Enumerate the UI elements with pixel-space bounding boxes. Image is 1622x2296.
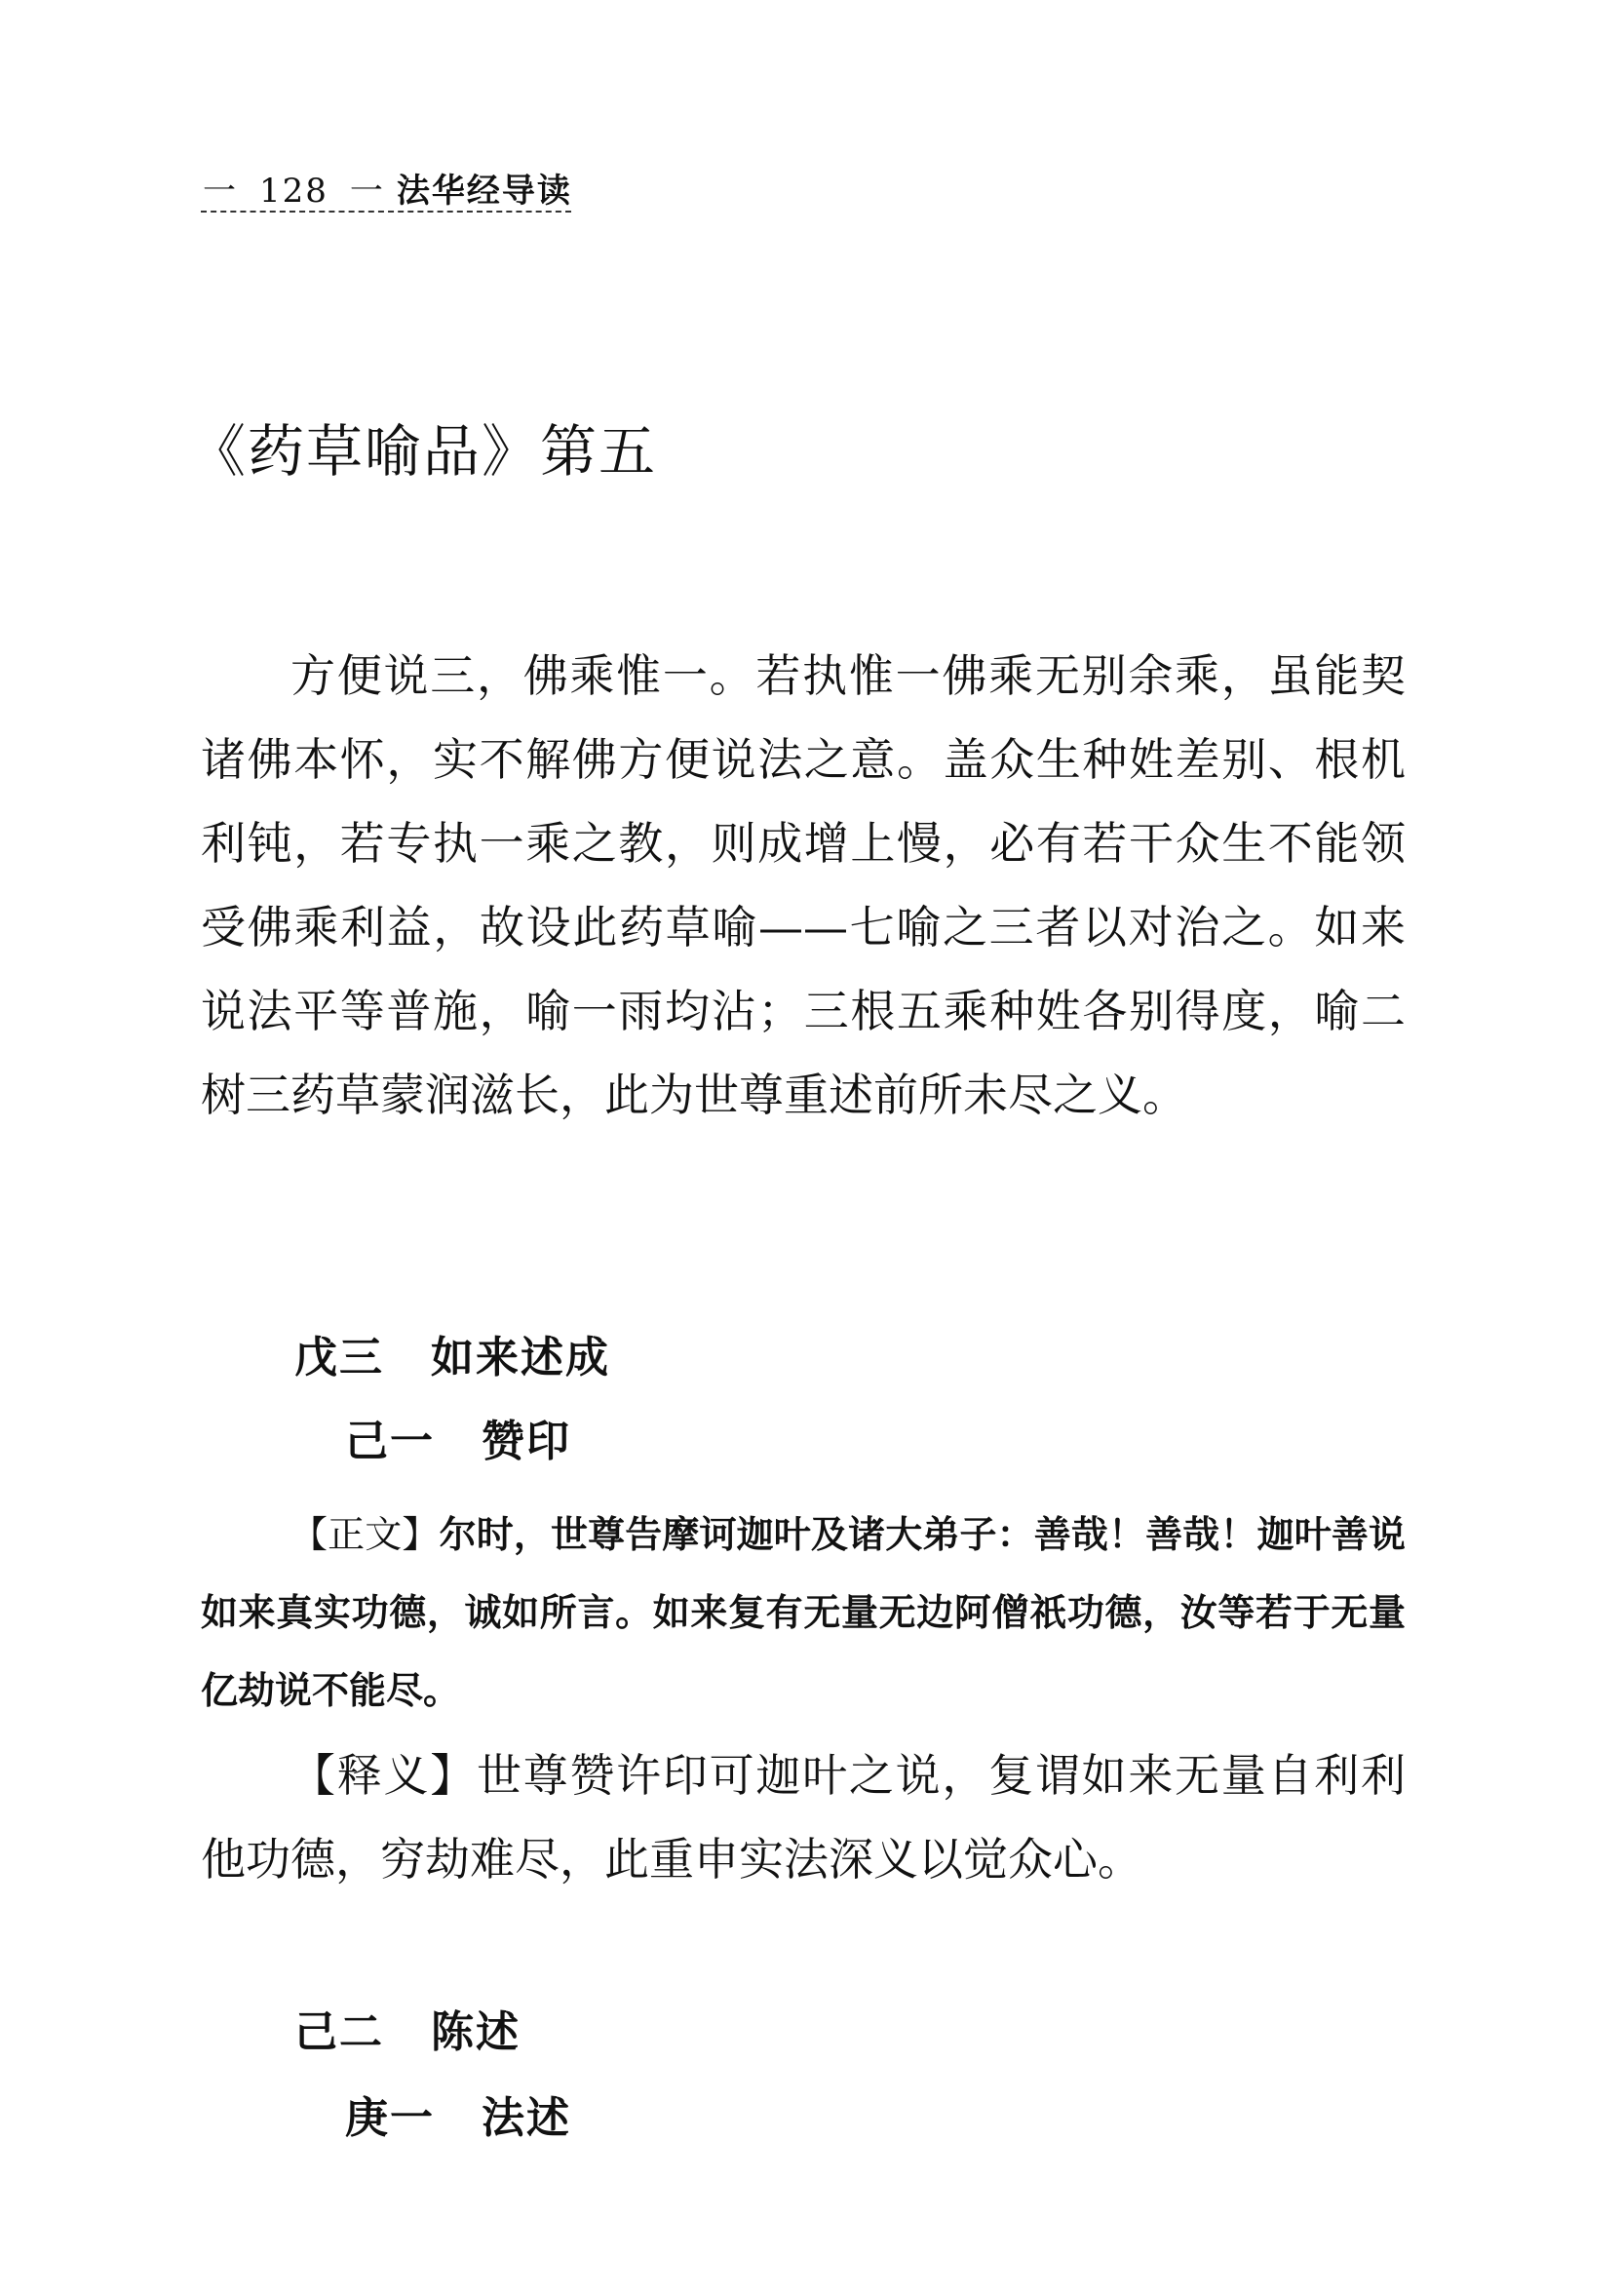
- section-heading-geng1: [345, 2082, 571, 2145]
- explanation-paragraph: [201, 1733, 1406, 1901]
- explanation-text: 世尊赞许印可迦叶之说，复谓如来无量自利利他功德，穷劫难尽，此重申实法深义以觉众心。: [201, 1749, 1407, 1886]
- chapter-title: 《药草喻品》第五: [189, 418, 658, 485]
- book-title: 法华经导读: [396, 172, 572, 211]
- header-dash-left: 一: [203, 172, 238, 211]
- section-marker: 己二: [294, 2007, 384, 2057]
- explanation-label: 【释义】: [290, 1749, 477, 1802]
- section-heading-wu3: [294, 1322, 610, 1384]
- section-title: 法述: [482, 2093, 571, 2143]
- section-marker: 庚一: [345, 2093, 435, 2143]
- intro-paragraph: 方便说三，佛乘惟一。若执惟一佛乘无别余乘，虽能契诸佛本怀，实不解佛方便说法之意。盖众生种姓差别、根机利钝，若专执一乘之教，则成增上慢，必有若干众生不能领受佛乘利益，故设此药草喻——七喻之三者以对治之。如来说法平等普施，喻一雨均沾；三根五乘种姓各别得度，喻二树三药草蒙润滋长，此为世尊重述前所未尽之义。: [201, 649, 1406, 1121]
- section-title: 陈述: [431, 2007, 521, 2057]
- section-heading-ji1: [345, 1406, 571, 1468]
- section-heading-ji2: [294, 1997, 521, 2059]
- section-title: 如来述成: [431, 1333, 610, 1382]
- section-title: 赞印: [482, 1417, 571, 1466]
- header-dash-right: 一: [349, 172, 385, 211]
- sutra-text: 尔时，世尊告摩诃迦叶及诸大弟子：善哉！善哉！迦叶善说如来真实功德，诚如所言。如来复有无量无边阿僧祇功德，汝等若于无量亿劫说不能尽。: [201, 1513, 1406, 1712]
- running-head: [203, 164, 572, 212]
- section-marker: 己一: [345, 1417, 435, 1466]
- page-number: 128: [259, 172, 328, 211]
- sutra-label: 【正文】: [290, 1513, 440, 1556]
- section-marker: 戊三: [294, 1333, 384, 1382]
- sutra-paragraph: [201, 1496, 1406, 1730]
- header-rule: [201, 211, 571, 213]
